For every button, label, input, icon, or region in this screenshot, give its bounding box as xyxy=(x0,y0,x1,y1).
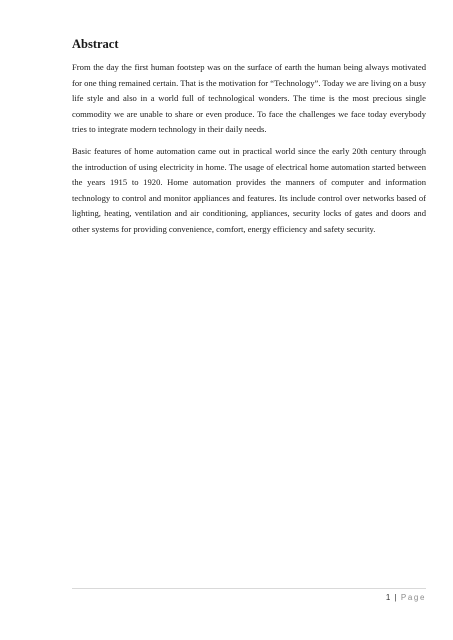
footer-divider xyxy=(72,588,426,589)
footer-separator: | xyxy=(394,593,397,602)
abstract-paragraph-1: From the day the first human footstep was on the surface of earth the human being always motivated for one thing remained certain. That is the motivation for “Technology”. Today we are living on a busy life style and also in a world full of technological wonders. The time is the most precious single commodity we are unable to share or even produce. To face the challenges we face today everybody tries to integrate modern technology in their daily needs. xyxy=(72,62,426,135)
page-label: Page xyxy=(400,593,426,602)
abstract-paragraph-2: Basic features of home automation came out in practical world since the early 20th century through the introduction of using electricity in home. The usage of electrical home automation started between the years 1915 to 1920. Home automation provides the manners of computer and information technology to control and monitor appliances and features. Its include control over networks based of lighting, heating, ventilation and air conditioning, appliances, security locks of gates and doors and other systems for providing convenience, comfort, energy efficiency and safety security. xyxy=(72,145,426,234)
abstract-heading: Abstract xyxy=(72,37,119,51)
page-footer xyxy=(386,592,426,604)
page-number: 1 xyxy=(385,593,391,602)
document-body xyxy=(72,36,426,244)
